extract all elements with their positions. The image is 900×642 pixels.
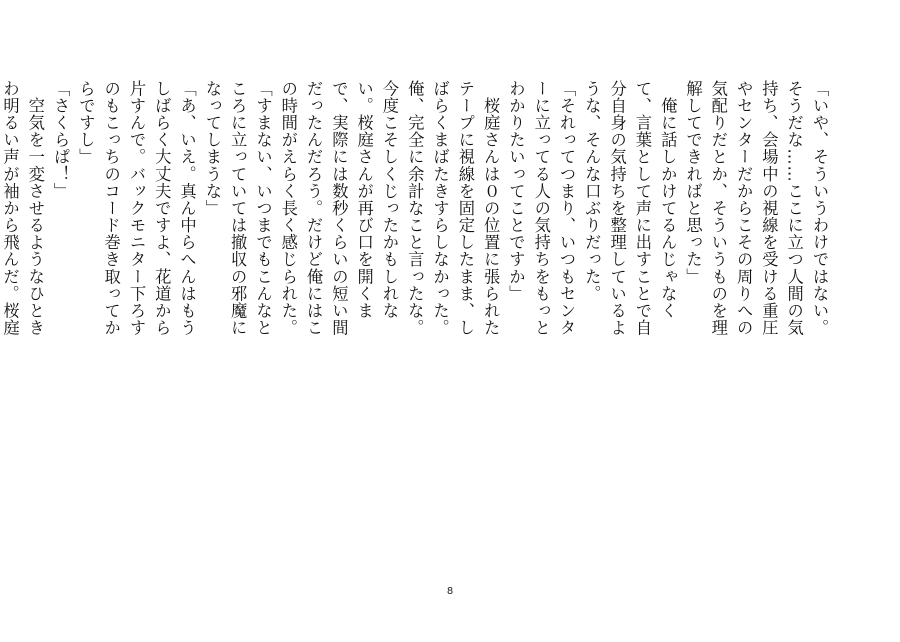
paragraph: 「それってつまり、いつもセンターに立ってる人の気持ちをもっとわかりたいってことですか」: [506, 80, 577, 337]
paragraph: 「すまない、いつまでもこんなところに立っていては撤収の邪魔になってしまうな」: [202, 80, 273, 337]
body-text: [0, 80, 832, 342]
page-number: 8: [446, 586, 454, 597]
paragraph: 「いや、そういうわけではない。そうだな……ここに立つ人間の気持ち、会場中の視線を受ける重圧やセンターだからこその周りへの気配りだとか、そういうものを理解してできればと思った」: [683, 80, 829, 337]
paragraph: 空気を一変させるようなひときわ明るい声が袖から飛んだ。桜庭: [0, 80, 45, 337]
paragraph: 俺に話しかけてるんじゃなくて、言葉として声に出すことで自分自身の気持ちを整理しているような、そんな口ぶりだった。: [582, 80, 678, 337]
paragraph: 「さくらぱ！」: [51, 80, 71, 200]
paragraph: 桜庭さんは０の位置に張られたテープに視線を固定したまま、しばらくまばたきすらしなかった。俺、完全に余計なこと言ったな。今度こそしくじったかもしれない。桜庭さんが再び口を開くまで、実際には数秒くらいの短い間だったんだろう。だけど俺にはこの時間がえらく長く感じられた。: [278, 80, 501, 337]
paragraph: 「あ、いえ。真ん中らへんはもうしばらく大丈夫ですよ、花道から片すんで。バックモニター下ろすのもこっちのコード巻き取ってからですし」: [76, 80, 197, 337]
